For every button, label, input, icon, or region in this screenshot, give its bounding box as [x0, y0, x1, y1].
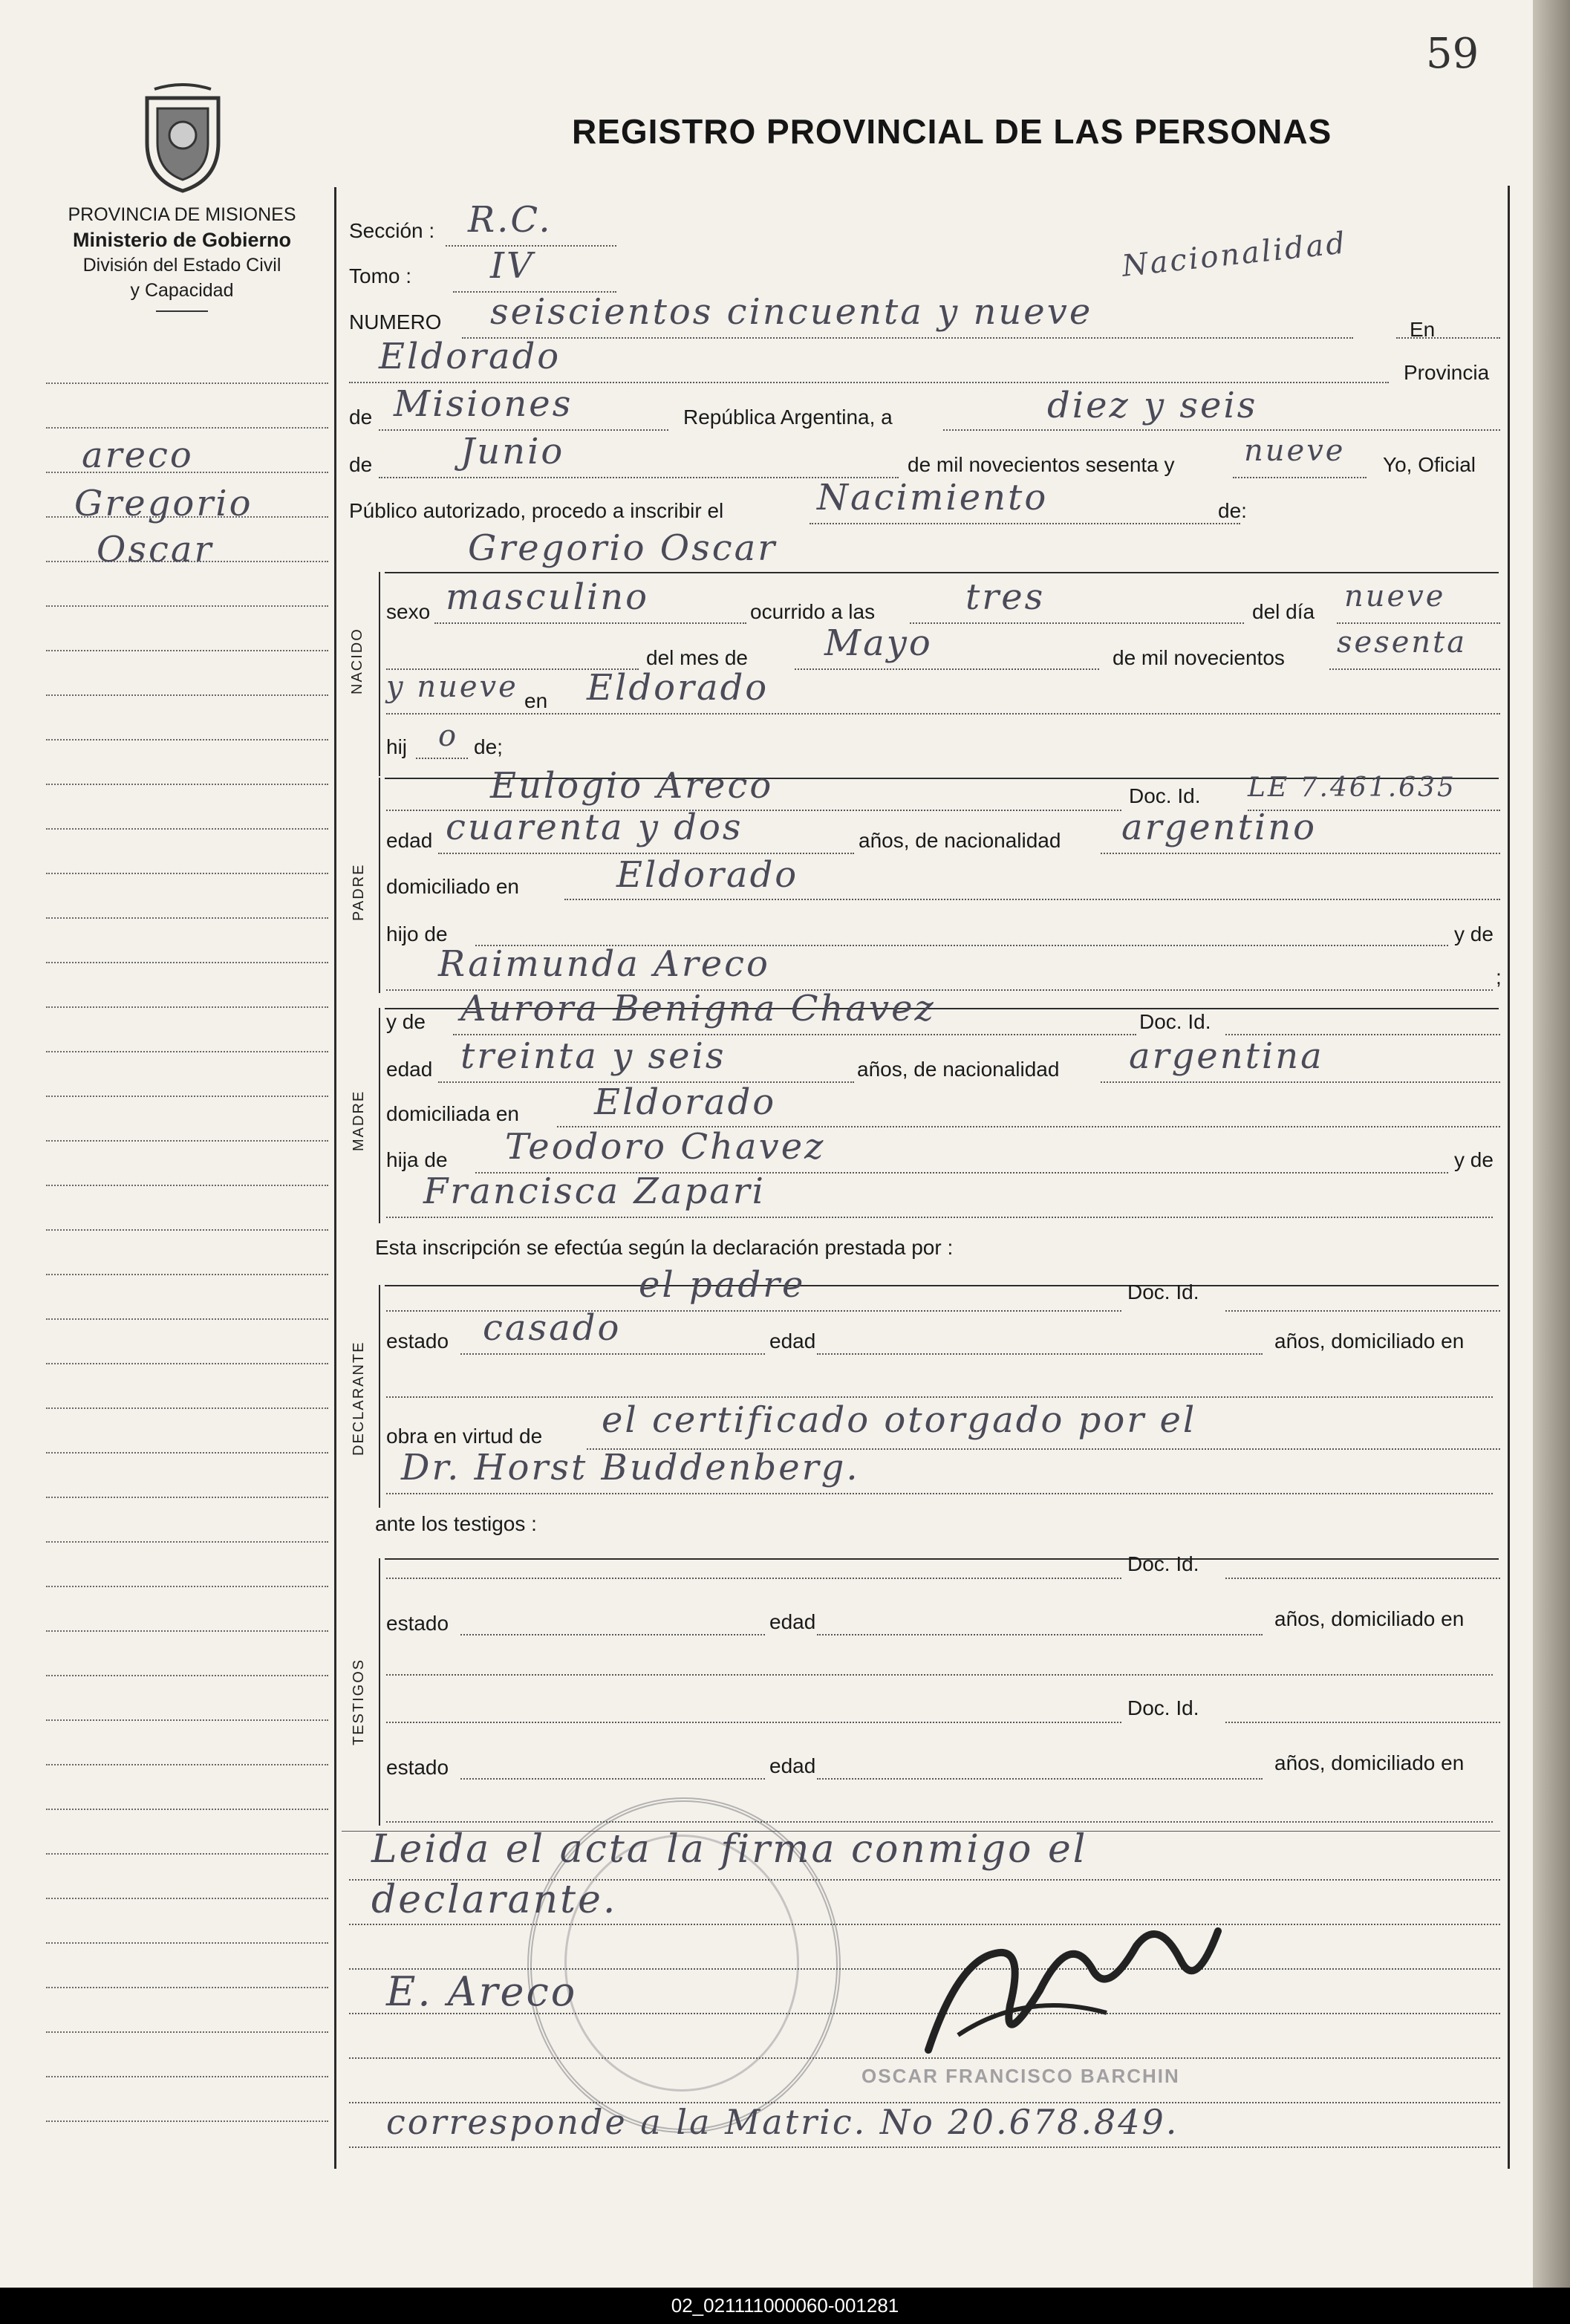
anio-nac-value: sesenta: [1337, 625, 1468, 660]
margin-surname: areco: [82, 434, 194, 476]
de-colon-label: de:: [1218, 499, 1247, 522]
book-edge: [1533, 0, 1570, 2324]
madre-section-label: MADRE: [351, 1090, 367, 1151]
madre-nac-value: argentina: [1129, 1035, 1324, 1077]
official-seal-inner: [564, 1835, 799, 2092]
anos-dom-label-3: años, domiciliado en: [1274, 1751, 1465, 1774]
doc-id-label: Doc. Id.: [1129, 784, 1201, 807]
mil-novecientos-label: de mil novecientos sesenta y: [908, 453, 1175, 476]
yo-oficial-label: Yo, Oficial: [1383, 453, 1476, 476]
division-name: División del Estado Civil: [82, 255, 281, 276]
right-border: [1508, 186, 1510, 2169]
fecha-dia-value: diez y seis: [1047, 385, 1258, 426]
nombre-value: Gregorio Oscar: [468, 527, 778, 569]
edad-label-5: edad: [769, 1754, 816, 1777]
padre-edad-value: cuarenta y dos: [446, 807, 743, 848]
padre-nac-value: argentino: [1121, 807, 1317, 848]
domiciliado-label: domiciliado en: [386, 875, 519, 898]
de-semicolon-label: de;: [474, 735, 503, 758]
lugar-value: Eldorado: [379, 336, 561, 377]
obra-label: obra en virtud de: [386, 1425, 543, 1448]
matricula-note: corresponde a la Matric. No 20.678.849.: [386, 2102, 1179, 2142]
anos-nac-label: años, de nacionalidad: [859, 829, 1061, 852]
ocurrido-label: ocurrido a las: [750, 600, 876, 623]
tomo-label: Tomo :: [349, 264, 412, 287]
edad-label-3: edad: [769, 1329, 816, 1353]
hijo-de-label: hijo de: [386, 922, 448, 945]
republica-label: República Argentina, a: [683, 406, 893, 429]
sexo-value: masculino: [446, 576, 650, 618]
madre-dom-value: Eldorado: [594, 1081, 777, 1123]
estado-label: estado: [386, 1329, 449, 1353]
obra-value: el certificado otorgado por el: [602, 1399, 1197, 1441]
left-border: [334, 187, 336, 2169]
edad-label-4: edad: [769, 1610, 816, 1633]
page-number: 59: [1426, 30, 1479, 78]
padre-dom-value: Eldorado: [616, 854, 799, 896]
anio-nac-value-2: y nueve: [386, 670, 518, 704]
provincia-value: Misiones: [394, 383, 573, 425]
numero-value: seiscientos cincuenta y nueve: [490, 291, 1093, 333]
doc-id-label-2: Doc. Id.: [1139, 1010, 1211, 1033]
del-mes-label: del mes de: [646, 646, 748, 669]
lugar-nac-value: Eldorado: [587, 667, 769, 709]
acto-value: Nacimiento: [817, 477, 1049, 518]
abuela-mat-value: Francisca Zapari: [423, 1171, 766, 1212]
hija-de-label: hija de: [386, 1148, 448, 1171]
de-label: de: [349, 406, 373, 429]
provincia-label: Provincia: [1404, 361, 1490, 384]
lectura-text: Leida el acta la firma conmigo el: [371, 1827, 1088, 1872]
anos-dom-label-2: años, domiciliado en: [1274, 1607, 1465, 1630]
de-label-2: de: [349, 453, 373, 476]
hora-value: tres: [965, 576, 1046, 618]
anos-dom-label: años, domiciliado en: [1274, 1329, 1465, 1353]
dia-nac-value: nueve: [1344, 579, 1446, 613]
margin-second-name: Oscar: [97, 529, 214, 570]
mes-nac-value: Mayo: [824, 622, 933, 664]
declarante-estado-value: casado: [483, 1307, 622, 1349]
madre-value: Aurora Benigna Chavez: [460, 988, 936, 1029]
anos-nac-label-2: años, de nacionalidad: [857, 1058, 1060, 1081]
abuelo-mat-value: Teodoro Chavez: [505, 1126, 826, 1168]
del-dia-label: del día: [1252, 600, 1315, 623]
padre-doc-value: LE 7.461.635: [1248, 772, 1456, 803]
estado-label-2: estado: [386, 1612, 449, 1635]
y-de-label-3: y de: [1454, 1148, 1494, 1171]
en-label: En: [1410, 318, 1436, 341]
nacido-section-label: NACIDO: [349, 628, 365, 694]
lectura-text-2: declarante.: [371, 1878, 618, 1922]
testigos-label: ante los testigos :: [375, 1512, 537, 1535]
estado-label-3: estado: [386, 1756, 449, 1779]
annotation-handwritten: Nacionalidad: [1120, 226, 1349, 284]
obra-value-2: Dr. Horst Buddenberg.: [401, 1447, 860, 1488]
sexo-label: sexo: [386, 600, 431, 623]
padre-value: Eulogio Areco: [490, 765, 774, 807]
footer-id: 02_021111000060-001281: [0, 2288, 1570, 2324]
hij-value: o: [438, 719, 459, 753]
en-label-2: en: [524, 689, 548, 712]
margin-first-name: Gregorio: [74, 483, 253, 524]
issuer-header: [30, 202, 334, 312]
edad-label: edad: [386, 829, 433, 852]
doc-id-label-5: Doc. Id.: [1127, 1696, 1199, 1719]
inscripcion-label: Esta inscripción se efectúa según la declaración prestada por :: [375, 1236, 954, 1259]
declarante-value: el padre: [639, 1264, 806, 1306]
padre-section-label: PADRE: [351, 863, 367, 921]
numero-label: NUMERO: [349, 310, 442, 333]
fecha-anio-value: nueve: [1244, 434, 1346, 468]
publico-label: Público autorizado, procedo a inscribir el: [349, 499, 724, 522]
doc-id-label-3: Doc. Id.: [1127, 1280, 1199, 1303]
hij-label: hij: [386, 735, 408, 758]
testigos-section-label: TESTIGOS: [351, 1658, 367, 1745]
y-de-label: y de: [1454, 922, 1494, 945]
fecha-mes-value: Junio: [460, 431, 565, 472]
domiciliada-label: domiciliada en: [386, 1102, 519, 1125]
province-name: PROVINCIA DE MISIONES: [68, 204, 296, 225]
document-title: REGISTRO PROVINCIAL DE LAS PERSONAS: [572, 112, 1332, 151]
coat-of-arms-icon: [132, 83, 233, 195]
ministry-name: Ministerio de Gobierno: [72, 229, 292, 251]
doc-id-label-4: Doc. Id.: [1127, 1552, 1199, 1575]
declarante-section-label: DECLARANTE: [351, 1341, 367, 1456]
tomo-value: IV: [490, 245, 535, 287]
seccion-label: Sección :: [349, 219, 435, 242]
madre-edad-value: treinta y seis: [460, 1035, 726, 1077]
official-signature: [913, 1901, 1225, 2072]
y-de-label-2: y de: [386, 1010, 426, 1033]
division-name-2: y Capacidad: [130, 280, 234, 301]
mil-nov-label: de mil novecientos: [1113, 646, 1285, 669]
seccion-value: R.C.: [468, 199, 553, 241]
declarante-signature: E. Areco: [386, 1968, 578, 2015]
semicolon: ;: [1496, 966, 1502, 989]
abuela-pat-value: Raimunda Areco: [438, 943, 770, 985]
edad-label-2: edad: [386, 1058, 433, 1081]
official-stamp: OSCAR FRANCISCO BARCHIN: [861, 2065, 1180, 2087]
